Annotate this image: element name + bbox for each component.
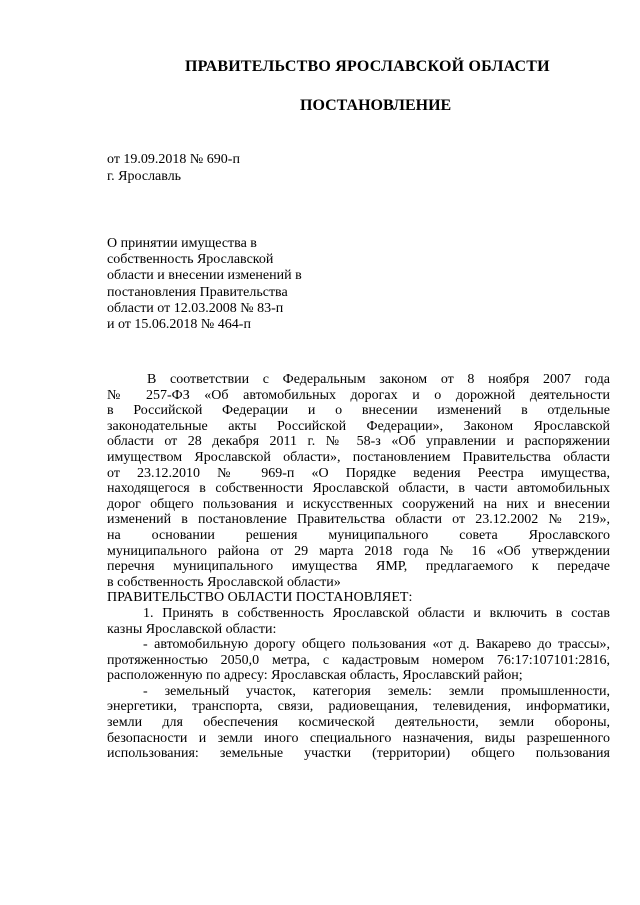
body-line: законодательные акты Российской Федерации», Законом Ярославской [107, 418, 610, 434]
subject-line: О принятии имущества в [107, 236, 257, 251]
item-1-line: казны Ярославской области: [107, 621, 277, 637]
body-line: муниципального района от 29 марта 2018 года № 16 «Об утверждении [107, 543, 610, 559]
body-line: на основании решения муниципального совета Ярославского [107, 527, 610, 543]
document-body [107, 372, 610, 762]
subject-block [107, 236, 337, 333]
subject-line: области от 12.03.2008 № 83-п [107, 300, 284, 316]
land-item-line: безопасности и земли иного специального назначения, виды разрешенного [107, 730, 610, 746]
body-line: дорог общего пользования и искусственных сооружений на них и внесении [107, 496, 610, 512]
body-line: от 23.12.2010 № 969-п «О Порядке ведения Реестра имущества, [107, 465, 610, 481]
land-item-line: энергетики, транспорта, связи, радиовещания, телевидения, информатики, [107, 699, 610, 715]
item-1-line: 1. Принять в собственность Ярославской области и включить в состав [143, 605, 610, 621]
city: г. Ярославль [107, 169, 182, 184]
land-item-line: использования: земельные участки (территории) общего пользования [107, 746, 610, 762]
body-line: № 257-ФЗ «Об автомобильных дорогах и о дорожной деятельности [107, 387, 610, 403]
body-line: перечня муниципального имущества ЯМР, предлагаемого к передаче [107, 559, 610, 575]
subject-line: и от 15.06.2018 № 464-п [107, 317, 251, 333]
land-item-line: земли для обеспечения космической деятельности, земли обороны, [107, 715, 610, 731]
government-title: ПРАВИТЕЛЬСТВО ЯРОСЛАВСКОЙ ОБЛАСТИ [185, 58, 550, 75]
subject-line: постановления Правительства [107, 284, 288, 300]
body-line: находящегося в собственности Ярославской области, в части автомобильных [107, 481, 610, 497]
road-item-line: - автомобильную дорогу общего пользования «от д. Вакарево до трассы», [143, 637, 610, 653]
road-item-line: расположенную по адресу: Ярославская область, Ярославский район; [107, 668, 523, 684]
resolves-line: ПРАВИТЕЛЬСТВО ОБЛАСТИ ПОСТАНОВЛЯЕТ: [107, 590, 413, 606]
date-number: от 19.09.2018 № 690-п [107, 152, 240, 167]
body-line: В соответствии с Федеральным законом от 8 ноября 2007 года [147, 372, 610, 387]
body-line: в Российской Федерации и о внесении изменений в отдельные [107, 403, 610, 419]
subject-line: области и внесении изменений в [107, 268, 302, 284]
body-line: области от 28 декабря 2011 г. № 58-з «Об управлении и распоряжении [107, 434, 610, 450]
subject-line: собственность Ярославской [107, 252, 274, 268]
road-item-line: протяженностью 2050,0 метра, с кадастровым номером 76:17:107101:2816, [107, 652, 610, 668]
land-item-line: - земельный участок, категория земель: земли промышленности, [143, 683, 610, 699]
body-line: имуществом Ярославской области», постановлением Правительства области [107, 449, 610, 465]
body-line: изменений в постановление Правительства области от 23.12.2002 № 219», [107, 512, 610, 528]
document-type-title: ПОСТАНОВЛЕНИЕ [300, 97, 452, 114]
body-line: в собственность Ярославской области» [107, 574, 341, 590]
